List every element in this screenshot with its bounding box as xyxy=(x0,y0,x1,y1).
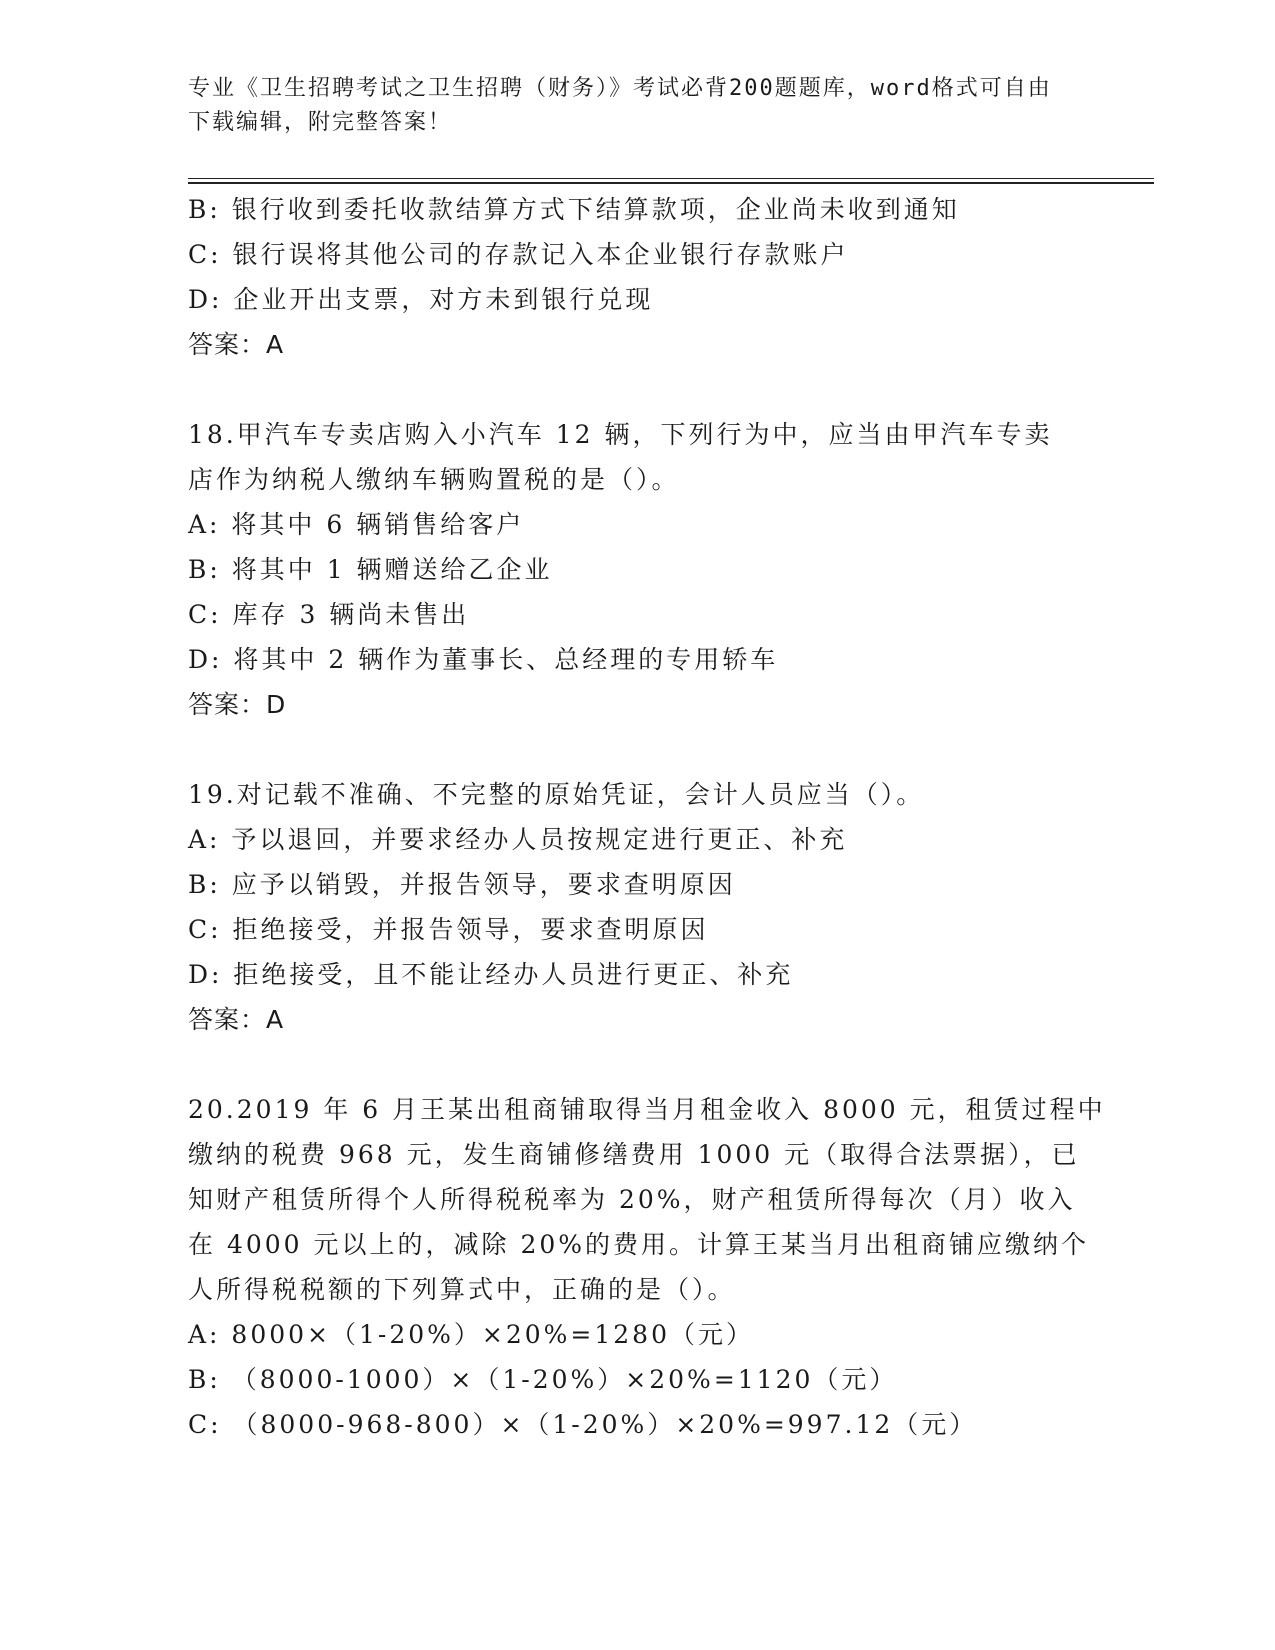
q20-option-c: C: （8000-968-800）×（1-20%）×20%=997.12（元） xyxy=(188,1410,978,1439)
q18-answer: 答案：D xyxy=(188,690,287,719)
q20-question-line-5: 人所得税税额的下列算式中，正确的是（）。 xyxy=(188,1275,736,1304)
q17-option-c: C: 银行误将其他公司的存款记入本企业银行存款账户 xyxy=(188,240,849,269)
q19-question-line-1: 19.对记载不准确、不完整的原始凭证，会计人员应当（）。 xyxy=(188,780,925,809)
q18-option-c: C: 库存 3 辆尚未售出 xyxy=(188,600,470,629)
q19-option-b: B: 应予以销毁，并报告领导，要求查明原因 xyxy=(188,870,736,899)
q18-option-b: B: 将其中 1 辆赠送给乙企业 xyxy=(188,555,553,584)
q19-option-c: C: 拒绝接受，并报告领导，要求查明原因 xyxy=(188,915,709,944)
q18-question-line-2: 店作为纳税人缴纳车辆购置税的是（）。 xyxy=(188,465,680,494)
q18-option-a: A: 将其中 6 辆销售给客户 xyxy=(188,510,525,539)
q19-option-a: A: 予以退回，并要求经办人员按规定进行更正、补充 xyxy=(188,825,848,854)
q20-question-line-3: 知财产租赁所得个人所得税税率为 20%，财产租赁所得每次（月）收入 xyxy=(188,1185,1076,1214)
header-divider-thin xyxy=(188,178,1154,179)
q20-option-a: A: 8000×（1-20%）×20%=1280（元） xyxy=(188,1320,754,1349)
q17-option-b: B: 银行收到委托收款结算方式下结算款项，企业尚未收到通知 xyxy=(188,195,960,224)
document-header: 专业《卫生招聘考试之卫生招聘（财务）》考试必背200题题库，word格式可自由下载编辑，附完整答案！ xyxy=(188,76,1052,135)
q18-option-d: D: 将其中 2 辆作为董事长、总经理的专用轿车 xyxy=(188,645,779,674)
q20-question-line-2: 缴纳的税费 968 元，发生商铺修缮费用 1000 元（取得合法票据），已 xyxy=(188,1140,1080,1169)
q20-option-b: B: （8000-1000）×（1-20%）×20%=1120（元） xyxy=(188,1365,898,1394)
q19-option-d: D: 拒绝接受，且不能让经办人员进行更正、补充 xyxy=(188,960,794,989)
q17-answer: 答案：A xyxy=(188,330,285,359)
q19-answer: 答案：A xyxy=(188,1005,285,1034)
q18-question-line-1: 18.甲汽车专卖店购入小汽车 12 辆，下列行为中，应当由甲汽车专卖 xyxy=(188,420,1053,449)
header-divider-thick xyxy=(188,182,1154,184)
q20-question-line-1: 20.2019 年 6 月王某出租商铺取得当月租金收入 8000 元，租赁过程中 xyxy=(188,1095,1106,1124)
q20-question-line-4: 在 4000 元以上的，减除 20%的费用。计算王某当月出租商铺应缴纳个 xyxy=(188,1230,1090,1259)
q17-option-d: D: 企业开出支票，对方未到银行兑现 xyxy=(188,285,654,314)
